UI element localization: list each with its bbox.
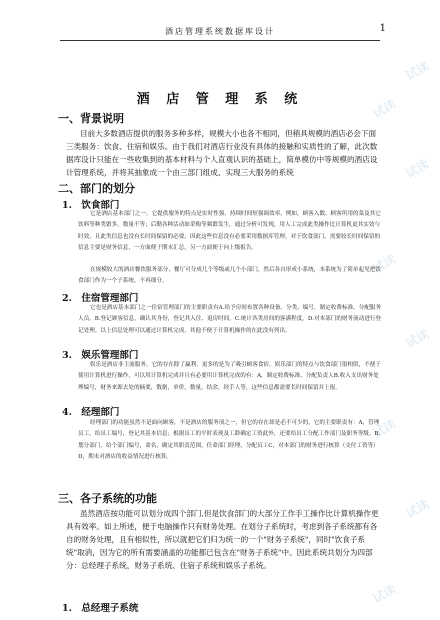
paragraph-food-1: 它是酒店基本部门之一。它提供服务的特点是实时性强、持续时间短强调效率。例如，顾客入数、顾客所用的菜及其它饮料等种类繁多，数量不等；后勤各种活动如采购等频繁发生，通过分析可发现，用人工完成此类操作比计算机更其实效与时效，且此类信息也没有长时间保留的必要，因此这些信息没有必要采用数据库管理。对于饮食部门，需要较长时间保留的信息主要是财务信息，一方面便于期末汇总，另一方面便于向上级报告。 xyxy=(78,211,381,251)
page-header xyxy=(60,23,386,41)
paragraph-subsystems: 虽然酒店按功能可以划分成四个部门,但是饮食部门的大部分工作手工操作比计算机操作更具有效率。如上所述，便于电脑操作只有财务处理。在划分子系统时，考虑到各子系统都有各自的财务处理，且有相似性，所以就把它们归为统一的一个"财务子系统"，同时"饮食子系统"取消，因为它的所有需要涵盖的功能都已包含在"财务子系统"中。因此系统共划分为四部分：总经理子系统，财务子系统、住宿子系统和娱乐子系统。 xyxy=(66,509,379,570)
document-title: 酒 店 管 理 系 统 xyxy=(136,92,304,107)
watermark: 试读 xyxy=(370,581,399,606)
paragraph-manager: 经理部门的功能虽然不是面向顾客，不是酒店的服务项之一，但它的存在却是必不可少的，它的主要职责有：A，管理员工，给员工编号，登记其基本信息；根据员工的平时表现及工龄确定工资此外，还要给员工分配工作部门及职务等级。B.划分部门，给个部门编号，命名，确定其职责范围，任命部门经理，分配员工C，对本部门的财务进行核算（支付工资等）D，期末对酒店的收益情况进行核算。 xyxy=(78,420,381,460)
paragraph-food-2: 在规模较大的酒店餐饮服务部分，餐厅可分成几个等级或几个小部门，然后各自形成小系统，本系统为了简单起见把饮食部门作为一个子系统，不再细分。 xyxy=(78,267,381,285)
subheading-manager-department: 4. 经理部门 xyxy=(62,407,120,418)
section-heading-background: 一、背景说明 xyxy=(58,112,124,125)
watermark: 试读 xyxy=(370,96,399,121)
paragraph-lodging: 它也是酒店基本部门之一住宿管理部门的主要职责有A.给予房间布置各种设备、分类、编号，制定收费标准，分配服务人员。B.登记顾客信息，确认其身份，登记其入住、退房时间。C.统计各类房间的客满程度。D.对本部门的财务流动进行登记处理。以上信息处理可以通过计算机完成，其他不便于计算机操作的在此没有列出。 xyxy=(78,305,382,334)
watermark: 试读 xyxy=(403,496,432,521)
subheading-manager-subsystem: 1. 总经理子系统 xyxy=(62,603,139,614)
watermark: 试读 xyxy=(403,156,432,181)
watermark: 试读 xyxy=(403,326,432,351)
subheading-food-department: 1. 饮食部门 xyxy=(62,200,120,211)
watermark: 试读 xyxy=(403,58,432,83)
page-number: 1 xyxy=(379,23,386,34)
section-heading-departments: 二、部门的划分 xyxy=(58,182,135,195)
section-heading-subsystems: 三、各子系统的功能 xyxy=(58,492,157,505)
watermark: 试读 xyxy=(370,251,399,276)
subheading-entertainment-department: 3. 娱乐管理部门 xyxy=(62,350,139,361)
paragraph-entertainment: 娱乐是酒店非主流服务，它的存在除了赢利，更多的是为了吸引顾客食宿。娱乐部门的特点与饮食部门很相似，不便于使用计算机进行操作，可以用计算机完成并且有必要用计算机完成的有：A，制定收费标准，分配负责人B.收入支出财务处理编号，财务来源去处的摘要，数据，单价，数量，结余，经手人等，这些信息都需要长时间保留并上报。 xyxy=(78,362,381,391)
paragraph-background: 目前大多数酒店提供的服务多种多样，规模大小也各不相同，但稍具规模的酒店必会下面三类服务：饮食、住宿和娱乐。由于我们对酒店行业没有具体的接触和实质性的了解，此次数据库设计只能在一些收集到的基本材料与个人直观认识的基础上，简单模仿中等规模的酒店设计管理系统，并将其抽象成一个由三部门组成、实现三大服务的系统 xyxy=(66,129,378,177)
subheading-lodging-department: 2. 住宿管理部门 xyxy=(62,293,139,304)
header-title: 酒店管理系统数据库设计 xyxy=(165,27,275,36)
watermark: 试读 xyxy=(370,416,399,441)
